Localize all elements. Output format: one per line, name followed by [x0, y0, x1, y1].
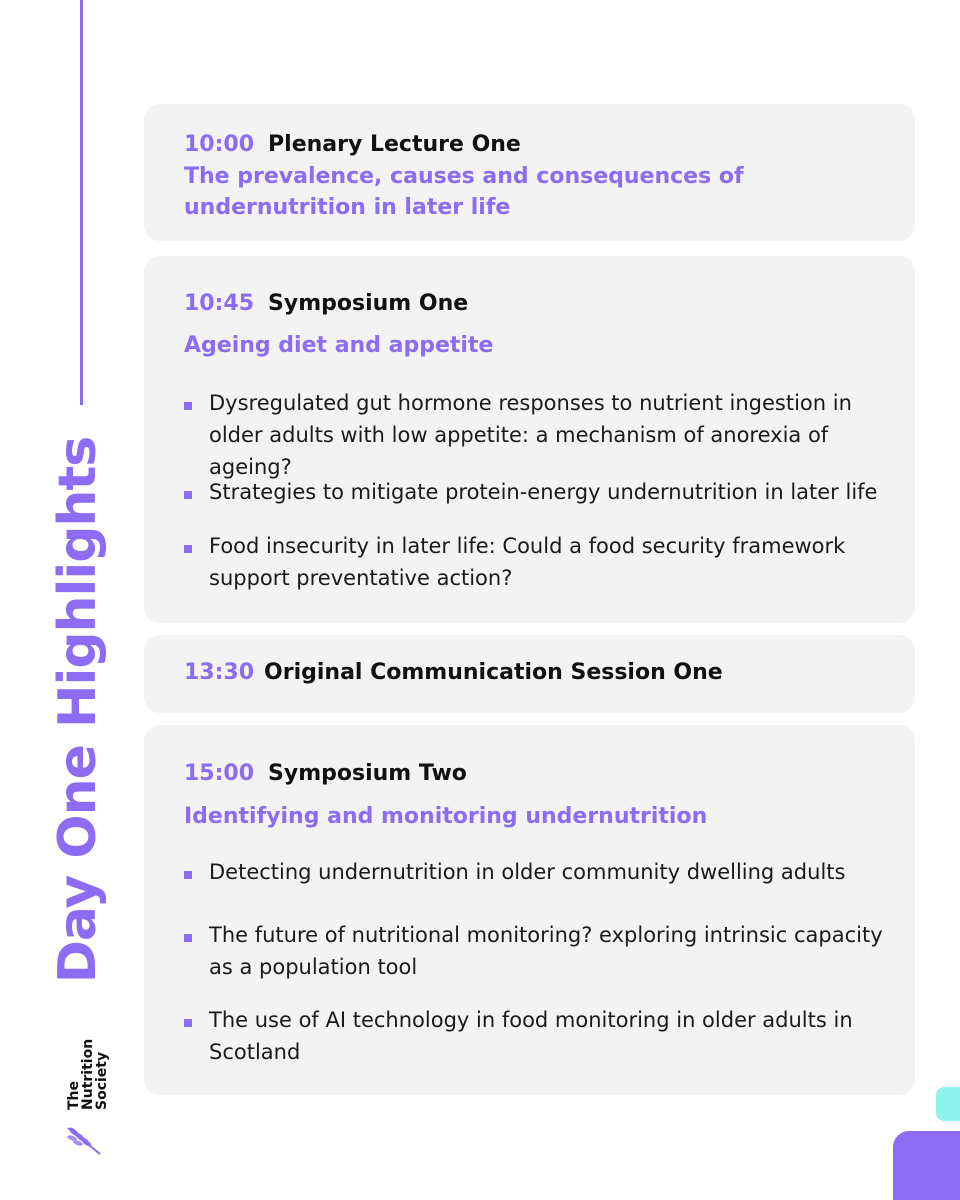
logo-line-3: Society	[94, 1051, 110, 1110]
decorative-purple-block	[893, 1131, 960, 1200]
session-time: 10:45	[184, 291, 255, 316]
session-card	[144, 635, 915, 713]
wheat-icon	[58, 1118, 104, 1158]
talk-title: Food insecurity in later life: Could a food security framework support preventative action?	[209, 534, 846, 590]
talk-title: Detecting undernutrition in older community dwelling adults	[209, 860, 846, 884]
talk-item	[184, 1010, 896, 1068]
session-header	[184, 761, 467, 786]
logo-line-2: Nutrition	[80, 1038, 96, 1110]
session-subtitle: The prevalence, causes and consequences of undernutrition in later life	[184, 164, 744, 220]
session-card	[144, 104, 915, 241]
talk-item	[184, 862, 896, 888]
session-type: Symposium One	[268, 291, 469, 316]
bullet-square-icon	[184, 491, 192, 499]
talk-title: The future of nutritional monitoring? exploring intrinsic capacity as a population tool	[209, 923, 883, 979]
bullet-square-icon	[184, 402, 192, 410]
session-type: Symposium Two	[268, 761, 467, 786]
session-subtitle: Identifying and monitoring undernutrition	[184, 804, 708, 829]
talk-item	[184, 393, 896, 483]
talk-item	[184, 536, 896, 594]
session-header	[184, 660, 723, 685]
logo-line-1: The	[66, 1080, 82, 1110]
session-time: 13:30	[184, 660, 255, 685]
nutrition-society-logo	[58, 1030, 108, 1158]
bullet-square-icon	[184, 1019, 192, 1027]
talk-title: The use of AI technology in food monitoring in older adults in Scotland	[209, 1008, 853, 1064]
decorative-cyan-block	[936, 1087, 960, 1121]
logo-text	[67, 1030, 109, 1110]
bullet-square-icon	[184, 934, 192, 942]
session-type: Plenary Lecture One	[268, 132, 521, 157]
talk-title: Strategies to mitigate protein-energy undernutrition in later life	[209, 480, 878, 504]
session-subtitle: Ageing diet and appetite	[184, 333, 494, 358]
talk-item	[184, 482, 896, 508]
talk-item	[184, 925, 896, 983]
session-type: Original Communication Session One	[264, 660, 723, 685]
vertical-divider-line	[80, 0, 83, 405]
session-card	[144, 256, 915, 623]
talk-title: Dysregulated gut hormone responses to nutrient ingestion in older adults with low appetite: a mechanism of anorexia of ageing?	[209, 391, 852, 479]
page-title: Day One Highlights	[48, 436, 108, 984]
session-header	[184, 291, 468, 316]
session-card	[144, 725, 915, 1095]
bullet-square-icon	[184, 871, 192, 879]
session-header	[184, 132, 521, 157]
session-time: 15:00	[184, 761, 255, 786]
session-time: 10:00	[184, 132, 255, 157]
bullet-square-icon	[184, 545, 192, 553]
